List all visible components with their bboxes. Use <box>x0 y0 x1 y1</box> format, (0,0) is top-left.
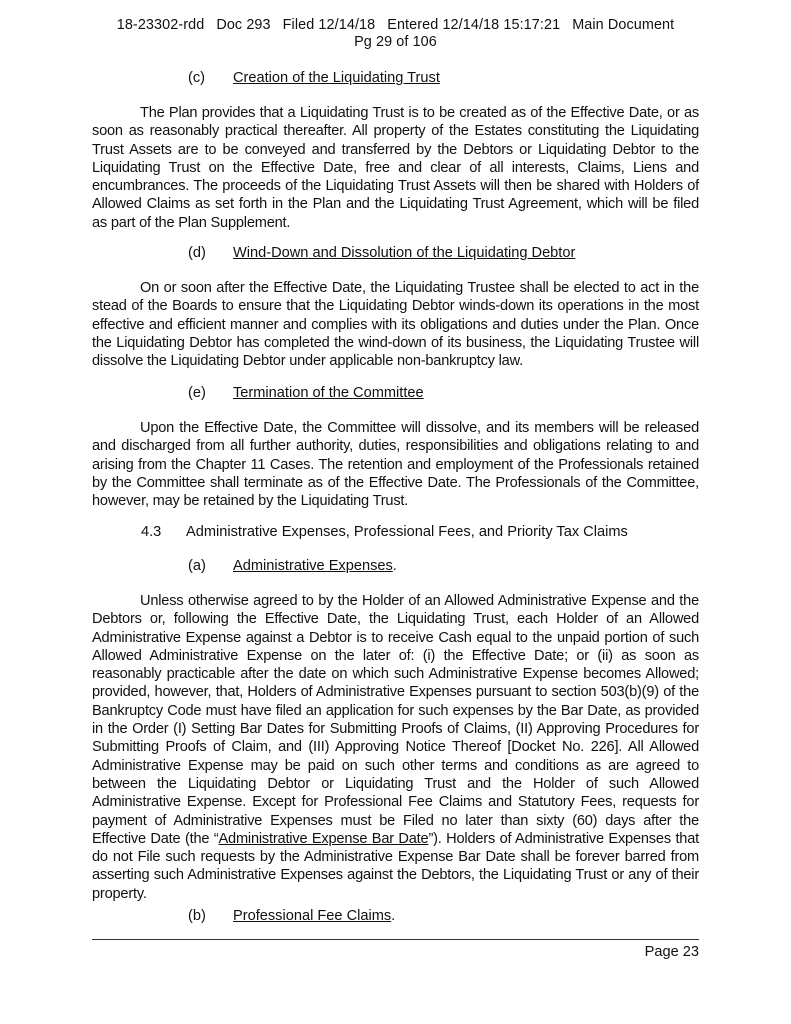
paragraph-a-part1: Unless otherwise agreed to by the Holder of an Allowed Administrative Expense and the Debtors or, following the Effective Date, the Liquidating Trust, each Holder of an Allowed Administrative Expense against a Debtor is to receive Cash equal to the unpaid portion of such Allowed Administrative Expense on the later of: (i) the Effective Date; or (ii) as soon as reasonably practicable after the date on which such Administrative Expense becomes Allowed; provided, however, that, Holders of Administrative Expenses pursuant to section 503(b)(9) of the Bankruptcy Code must have filed an application for such expenses by the Bar Date, as provided in the Order (I) Setting Bar Dates for Submitting Proofs of Claims, (II) Approving Procedures for Submitting Proofs of Claim, and (III) Approving Notice Thereof [Docket No. 226]. All Allowed Administrative Expense may be paid on such other terms and conditions as are agreed to between the Liquidating Debtor or Liquidating Trust and the Holder of such Allowed Administrative Expense. Except for Professional Fee Claims and Statutory Fees, requests for payment of Administrative Expenses must be Filed no later than sixty (60) days after the Effective Date (the “ <box>92 593 699 847</box>
page-number: Page 23 <box>644 944 699 960</box>
heading-b-label: (b) <box>188 908 206 924</box>
heading-b-title: Professional Fee Claims <box>233 908 392 924</box>
paragraph-a <box>92 592 699 903</box>
paragraph-c: The Plan provides that a Liquidating Trust is to be created as of the Effective Date, or as soon as reasonably practical thereafter. All property of the Estates constituting the Liquidating Trust Assets are to be conveyed and transferred by the Debtors or Liquidating Debtor to the Liquidating Trust on the Effective Date, free and clear of all interests, Claims, Liens and encumbrances. The proceeds of the Liquidating Trust Assets will then be shared with Holders of Allowed Claims as set forth in the Plan and the Liquidating Trust Agreement, which will be filed as part of the Plan Supplement. <box>92 105 699 231</box>
page-of-label: Pg 29 of 106 <box>354 34 437 50</box>
heading-e-title: Termination of the Committee <box>233 385 424 401</box>
heading-a-label: (a) <box>188 558 206 574</box>
heading-a-period: . <box>392 558 397 574</box>
heading-c-title: Creation of the Liquidating Trust <box>233 70 440 86</box>
heading-4-3-title: Administrative Expenses, Professional Fees, and Priority Tax Claims <box>186 524 628 540</box>
paragraph-e: Upon the Effective Date, the Committee will dissolve, and its members will be released and discharged from all further authority, duties, responsibilities and obligations relating to and arising from the Chapter 11 Cases. The retention and employment of the Professionals retained by the Committee shall terminate as of the Effective Date. The Professionals of the Committee, however, may be retained by the Liquidating Trust. <box>92 420 699 510</box>
heading-e-label: (e) <box>188 385 206 401</box>
heading-b-period: . <box>391 908 396 924</box>
page-header <box>0 17 791 51</box>
paragraph-d: On or soon after the Effective Date, the Liquidating Trustee shall be elected to act in the stead of the Boards to ensure that the Liquidating Debtor winds-down its operations in the most effective and efficient manner and complies with its obligations and duties under the Plan. Once the Liquidating Debtor has completed the wind-down of its business, the Liquidating Trustee will dissolve the Liquidating Debtor under applicable non-bankruptcy law. <box>92 280 699 370</box>
footer-divider <box>92 939 699 940</box>
entered-date: Entered 12/14/18 15:17:21 <box>387 17 561 33</box>
defined-term: Administrative Expense Bar Date <box>218 830 429 847</box>
doc-number: Doc 293 <box>216 17 271 33</box>
heading-a-title: Administrative Expenses <box>233 558 393 574</box>
heading-4-3-label: 4.3 <box>141 524 162 540</box>
case-number: 18-23302-rdd <box>116 17 205 33</box>
header-filing-line <box>0 17 791 34</box>
main-document-label: Main Document <box>572 17 675 33</box>
filed-date: Filed 12/14/18 <box>282 17 376 33</box>
heading-d-title: Wind-Down and Dissolution of the Liquidating Debtor <box>233 245 576 261</box>
paragraph-a-part2: ”). Holders of Administrative Expenses that do not File such requests by the Administrative Expense Bar Date shall be forever barred from asserting such Administrative Expenses against the Debtors, the Liquidating Trust or any of their property. <box>92 830 699 902</box>
heading-d-label: (d) <box>188 245 206 261</box>
heading-c-label: (c) <box>188 70 206 86</box>
